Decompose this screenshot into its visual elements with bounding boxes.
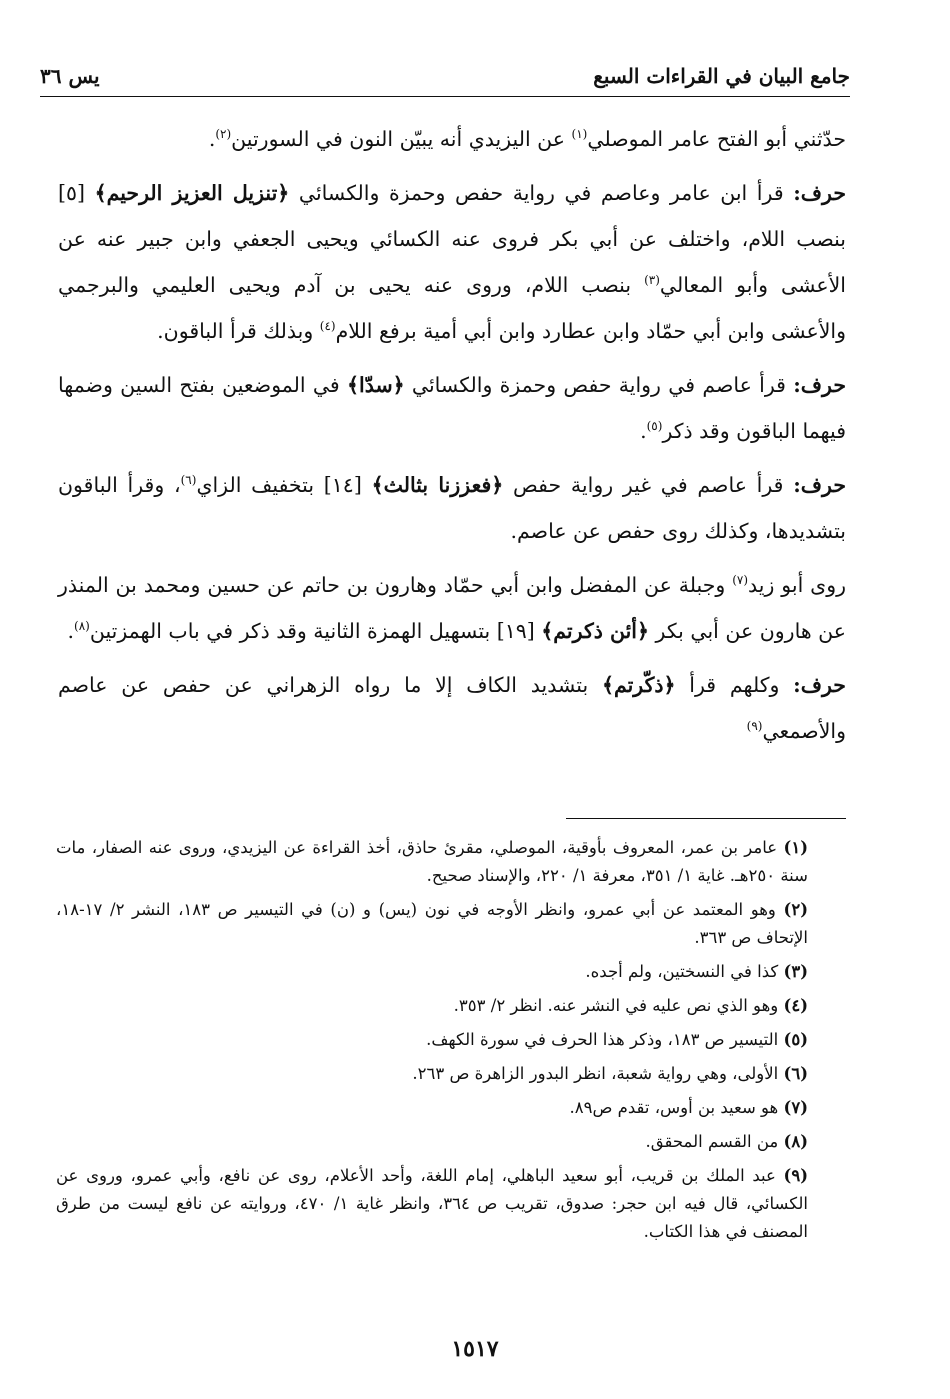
harf-label: حرف: bbox=[793, 673, 846, 697]
footnote bbox=[56, 1094, 808, 1122]
text-run: [١٤] بتخفيف الزاي bbox=[196, 473, 372, 497]
text-run: قرأ عاصم في رواية حفص وحمزة والكسائي bbox=[404, 373, 794, 397]
paragraph-6 bbox=[58, 662, 846, 754]
footnote-ref[interactable]: (٤) bbox=[319, 319, 336, 334]
footnote-text: وهو المعتمد عن أبي عمرو، وانظر الأوجه في نون (يس) و (ن) في التيسير ص ١٨٣، النشر ٢/ ١٧-١٨، الإتحاف ص ٣٦٣. bbox=[56, 900, 808, 947]
footnote bbox=[56, 896, 808, 952]
footnote bbox=[56, 1162, 808, 1246]
footnote-text: هو سعيد بن أوس، تقدم ص٨٩. bbox=[569, 1098, 784, 1117]
footnote-ref[interactable]: (٦) bbox=[180, 473, 197, 488]
text-run: بتشديد الكاف إلا ما رواه الزهراني عن حفص عن عاصم والأصمعي bbox=[58, 673, 846, 743]
text-run: وكلهم قرأ bbox=[675, 673, 794, 697]
main-text bbox=[58, 116, 846, 762]
harf-label: حرف: bbox=[793, 473, 847, 497]
footnote bbox=[56, 958, 808, 986]
header-rule bbox=[40, 96, 850, 97]
footnotes bbox=[56, 834, 808, 1252]
text-run: [١٩] بتسهيل الهمزة الثانية وقد ذكر في باب الهمزتين bbox=[89, 619, 542, 643]
footnote-text: كذا في النسختين، ولم أجده. bbox=[585, 962, 784, 981]
text-run: . bbox=[208, 127, 216, 151]
text-run: عن اليزيدي أنه يبيّن النون في السورتين bbox=[231, 127, 572, 151]
harf-label: حرف: bbox=[793, 373, 846, 397]
harf-label: حرف: bbox=[793, 181, 846, 205]
text-run: روى أبو زيد bbox=[748, 573, 846, 597]
footnote-number: (٧) bbox=[783, 1098, 808, 1117]
footnote-ref[interactable]: (٥) bbox=[646, 419, 663, 434]
text-run: وبذلك قرأ الباقون. bbox=[157, 319, 320, 343]
quran-quote: ﴿تنزيل العزيز الرحيم﴾ bbox=[94, 181, 290, 205]
paragraph-3 bbox=[58, 362, 846, 454]
quran-quote: ﴿ذكّرتم﴾ bbox=[601, 673, 676, 697]
text-run: حدّثني أبو الفتح عامر الموصلي bbox=[587, 127, 846, 151]
footnote-text: وهو الذي نص عليه في النشر عنه. انظر ٢/ ٣٥٣. bbox=[453, 996, 784, 1015]
text-run: قرأ ابن عامر وعاصم في رواية حفص وحمزة والكسائي bbox=[289, 181, 794, 205]
text-run: . bbox=[640, 419, 647, 443]
text-run: [٥] بنصب اللام، واختلف عن أبي بكر فروى عنه الكسائي ويحيى الجعفي وابن جبير عنه عن الأعشى وأبو المعالي bbox=[58, 181, 846, 297]
footnote bbox=[56, 1128, 808, 1156]
footnote-text: التيسير ص ١٨٣، وذكر هذا الحرف في سورة الكهف. bbox=[426, 1030, 784, 1049]
footnote bbox=[56, 1026, 808, 1054]
footnote-number: (٤) bbox=[783, 996, 808, 1015]
footnote-number: (١) bbox=[783, 838, 808, 857]
running-header bbox=[40, 62, 850, 98]
footnote-number: (٥) bbox=[783, 1030, 808, 1049]
footnote-ref[interactable]: (٨) bbox=[74, 619, 90, 634]
book-title: جامع البيان في القراءات السبع bbox=[593, 64, 850, 88]
footnote-text: من القسم المحقق. bbox=[645, 1132, 784, 1151]
footnote-text: الأولى، وهي رواية شعبة، انظر البدور الزاهرة ص ٢٦٣. bbox=[412, 1064, 784, 1083]
footnote bbox=[56, 992, 808, 1020]
footnote-number: (٨) bbox=[783, 1132, 808, 1151]
quran-quote: ﴿فعززنا بثالث﴾ bbox=[371, 473, 504, 497]
text-run: بنصب اللام، وروى عنه يحيى بن آدم ويحيى العليمي والبرجمي والأعشى وابن أبي حمّاد وابن عطارد وابن أبي أمية برفع اللام bbox=[58, 273, 846, 343]
footnote-number: (٦) bbox=[783, 1064, 808, 1083]
footnote-ref[interactable]: (١) bbox=[571, 127, 588, 142]
text-run: قرأ عاصم في غير رواية حفص bbox=[503, 473, 794, 497]
text-run: في الموضعين بفتح السين وضمها فيهما الباقون وقد ذكر bbox=[58, 373, 846, 443]
footnote-number: (٢) bbox=[783, 900, 808, 919]
text-run: . bbox=[67, 619, 75, 643]
paragraph-5 bbox=[58, 562, 846, 654]
page-number: ١٥١٧ bbox=[451, 1336, 499, 1362]
footnote bbox=[56, 834, 808, 890]
footnote-separator bbox=[566, 818, 846, 819]
quran-quote: ﴿سدّا﴾ bbox=[346, 373, 405, 397]
footnote-number: (٩) bbox=[783, 1166, 808, 1185]
quran-quote: ﴿أئن ذكرتم﴾ bbox=[541, 619, 649, 643]
footnote-text: عبد الملك بن قريب، أبو سعيد الباهلي، إمام اللغة، وأحد الأعلام، روى عن نافع، وأبي عمرو، وروى عن الكسائي، قال فيه ابن حجر: صدوق، تقريب ص ٣٦٤، وانظر غاية ١/ ٤٧٠، وروايته عن نافع ليست من طرق المصنف في هذا الكتاب. bbox=[56, 1166, 808, 1241]
sura-label: يس ٣٦ bbox=[40, 64, 100, 88]
paragraph-4 bbox=[58, 462, 846, 554]
footnote-ref[interactable]: (٢) bbox=[215, 127, 232, 142]
paragraph-1 bbox=[58, 116, 846, 162]
footnote-ref[interactable]: (٣) bbox=[644, 273, 660, 288]
paragraph-2 bbox=[58, 170, 846, 354]
footnote-number: (٣) bbox=[783, 962, 808, 981]
text-run: وجبلة عن المفضل وابن أبي حمّاد وهارون بن حاتم عن حسين ومحمد بن المنذر عن هارون عن أبي بكر bbox=[58, 573, 846, 643]
text-run: ، وقرأ الباقون بتشديدها، وكذلك روى حفص عن عاصم. bbox=[58, 473, 846, 543]
footnote-ref[interactable]: (٧) bbox=[732, 573, 749, 588]
footnote-ref[interactable]: (٩) bbox=[746, 719, 763, 734]
footnote-text: عامر بن عمر، المعروف بأوقية، الموصلي، مقرئ حاذق، أخذ القراءة عن اليزيدي، وروى عنه الصفار، مات سنة ٢٥٠هـ. غاية ١/ ٣٥١، معرفة ١/ ٢٢٠، والإسناد صحيح. bbox=[56, 838, 808, 885]
footnote bbox=[56, 1060, 808, 1088]
